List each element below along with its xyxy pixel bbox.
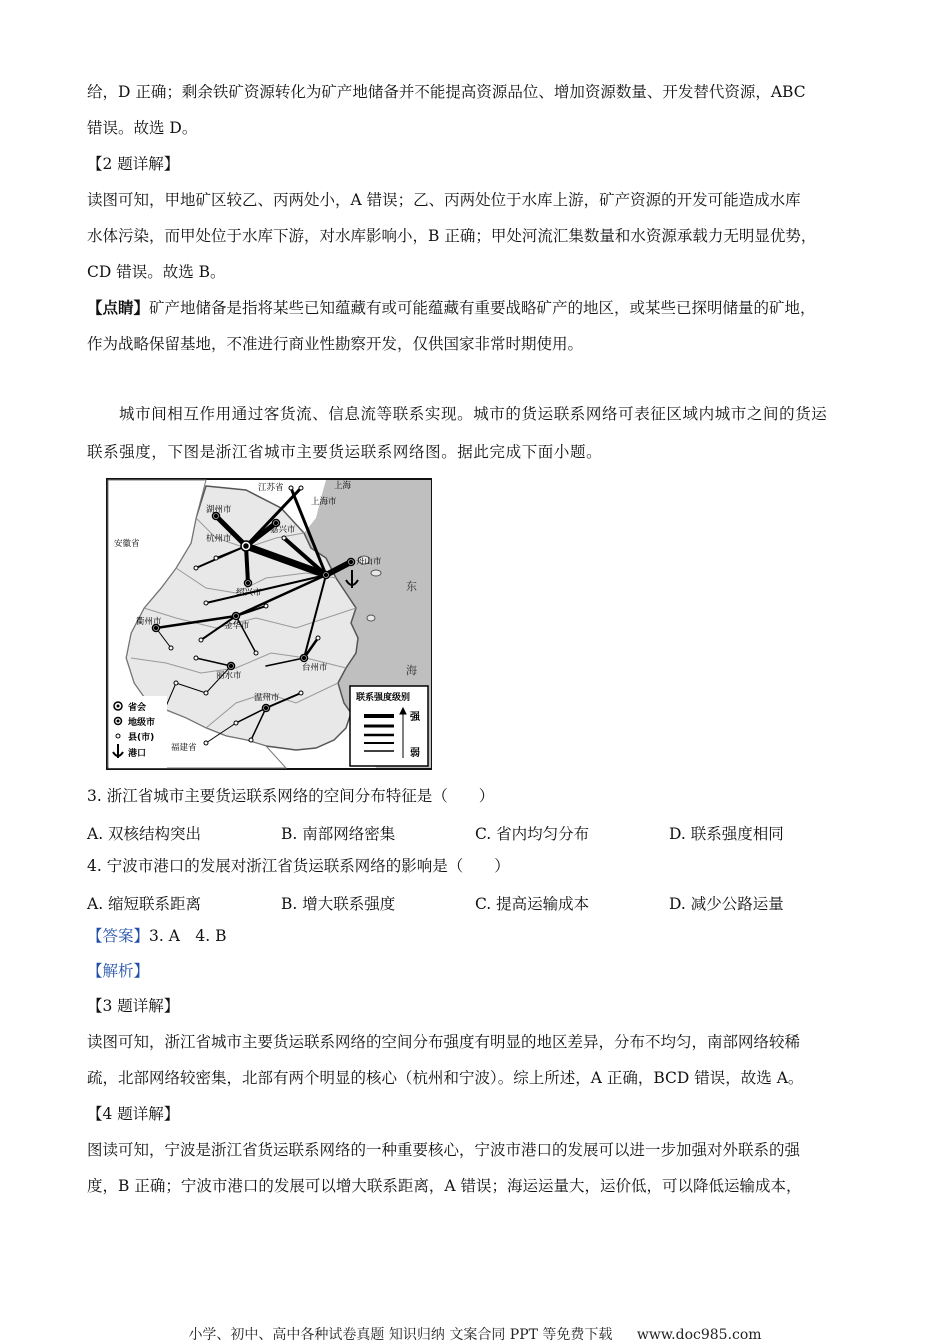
text-line: 给，D 正确；剩余铁矿资源转化为矿产地储备并不能提高资源品位、增加资源数量、开发替代资源，ABC (87, 83, 806, 101)
q3-option-c: C. 省内均匀分布 (475, 825, 590, 843)
text-line: CD 错误。故选 B。 (87, 263, 226, 281)
sea-label-sea: 海 (406, 664, 417, 677)
city-label-taizhou: 台州市 (302, 663, 328, 673)
city-label-quzhou: 衢州市 (136, 617, 162, 627)
q4-option-b: B. 增大联系强度 (281, 895, 396, 913)
q3-option-b: B. 南部网络密集 (281, 825, 396, 843)
city-label-shanghai: 上海 (334, 481, 352, 491)
province-label-fujian: 福建省 (171, 743, 197, 753)
legend-port: 港口 (128, 749, 147, 759)
analysis-tag: 【解析】 (87, 962, 150, 980)
province-label-anhui: 安徽省 (114, 539, 140, 549)
legend-county: 县(市) (128, 733, 155, 743)
legend-strong: 强 (410, 712, 420, 723)
text-line: 水体污染，而甲处位于水库下游，对水库影响小，B 正确；甲处河流汇集数量和水资源承载力无明显优势， (87, 227, 817, 245)
q3-option-d: D. 联系强度相同 (669, 825, 784, 843)
intro-line: 城市间相互作用通过客货流、信息流等联系实现。城市的货运联系网络可表征区域内城市之间的货运 (119, 405, 828, 423)
section-heading: 【3 题详解】 (87, 997, 180, 1015)
text-line: 图读可知，宁波是浙江省货运联系网络的一种重要核心，宁波市港口的发展可以进一步加强对外联系的强 (87, 1141, 801, 1159)
city-label-zhoushan: 舟山市 (356, 557, 382, 567)
city-label-jinhua: 金华市 (224, 621, 250, 631)
legend-prefecture-city: 地级市 (128, 718, 156, 728)
footer-site-link[interactable]: www.doc985.com (636, 1327, 762, 1343)
q4-option-c: C. 提高运输成本 (475, 895, 590, 913)
intro-line: 联系强度，下图是浙江省城市主要货运联系网络图。据此完成下面小题。 (87, 443, 603, 461)
text-line: 矿产地储备是指将某些已知蕴藏有或可能蕴藏有重要战略矿产的地区，或某些已探明储量的矿地， (149, 299, 816, 317)
answer-line (87, 926, 227, 946)
q3-option-a: A. 双核结构突出 (87, 825, 202, 843)
city-label-wenzhou: 温州市 (254, 693, 280, 703)
text-line: 疏，北部网络较密集，北部有两个明显的核心（杭州和宁波）。综上所述，A 正确，BCD 错误，故选 A。 (87, 1069, 804, 1087)
question-3-stem: 3. 浙江省城市主要货运联系网络的空间分布特征是（ ） (87, 787, 495, 805)
text-line: 作为战略保留基地，不准进行商业性勘察开发，仅供国家非常时期使用。 (87, 335, 584, 353)
tip-tag: 【点睛】 (87, 298, 150, 317)
answer-tag: 【答案】 (87, 927, 150, 945)
city-label-lishui: 丽水市 (216, 671, 242, 681)
text-line: 度，B 正确；宁波市港口的发展可以增大联系距离，A 错误；海运运量大，运价低，可以降低运输成本， (87, 1177, 802, 1195)
sea-label-east: 东 (406, 580, 417, 593)
city-label-jiaxing: 嘉兴市 (270, 525, 296, 535)
q4-option-d: D. 减少公路运量 (669, 895, 784, 913)
city-label-hangzhou: 杭州市 (206, 534, 232, 544)
text-line: 读图可知，甲地矿区较乙、丙两处小，A 错误；乙、丙两处位于水库上游，矿产资源的开发可能造成水库 (87, 191, 801, 209)
q4-option-a: A. 缩短联系距离 (87, 895, 202, 913)
text-line: 读图可知，浙江省城市主要货运联系网络的空间分布强度有明显的地区差异，分布不均匀，南部网络较稀 (87, 1033, 801, 1051)
legend-capital: 省会 (128, 703, 147, 713)
page-footer (0, 1324, 950, 1344)
province-label-jiangsu: 江苏省 (258, 483, 284, 493)
legend-strength (350, 686, 428, 766)
tip-paragraph (87, 298, 816, 318)
legend-weak: 弱 (410, 748, 420, 759)
section-heading: 【2 题详解】 (87, 155, 180, 173)
question-4-stem: 4. 宁波市港口的发展对浙江省货运联系网络的影响是（ ） (87, 857, 510, 875)
province-label-shanghai: 上海市 (311, 497, 337, 507)
city-label-shaoxing: 绍兴市 (236, 588, 262, 598)
answer-text: 3. A 4. B (149, 927, 227, 945)
footer-text: 小学、初中、高中各种试卷真题 知识归纳 文案合同 PPT 等免费下载 (188, 1327, 613, 1343)
legend-symbols (109, 696, 167, 768)
freight-network-map (106, 478, 432, 770)
section-heading: 【4 题详解】 (87, 1105, 180, 1123)
legend-strength-title: 联系强度级别 (356, 693, 411, 703)
text-line: 错误。故选 D。 (87, 119, 198, 137)
city-label-huzhou: 湖州市 (206, 505, 232, 515)
